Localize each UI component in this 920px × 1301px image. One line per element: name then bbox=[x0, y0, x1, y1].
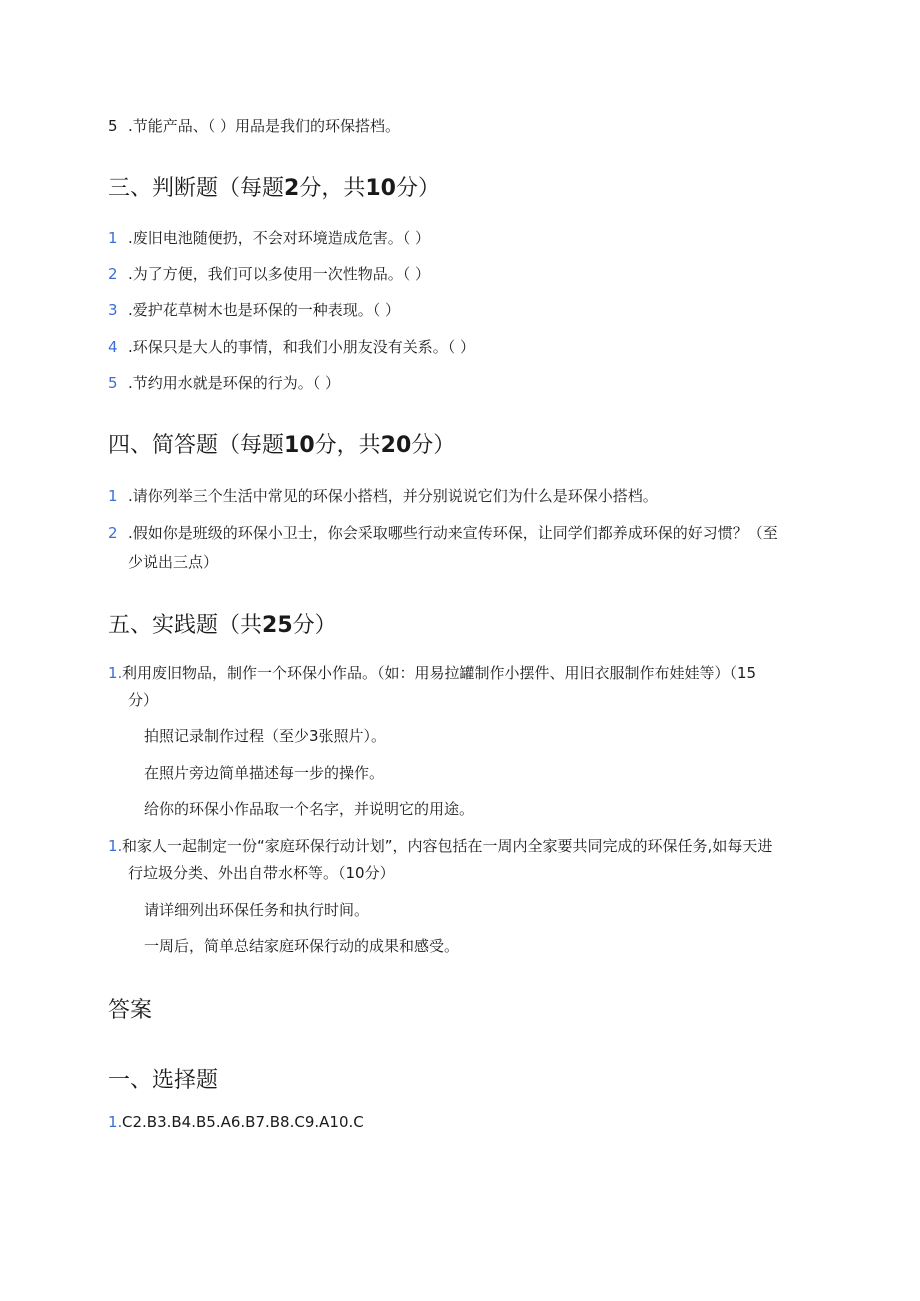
fill-item-5 bbox=[108, 116, 400, 136]
short-answer-item-1 bbox=[108, 486, 658, 506]
item-number: 2 bbox=[108, 524, 118, 542]
item-text: 和家人一起制定一份“家庭环保行动计划”，内容包括在一周内全家要共同完成的环保任务,如每天进 bbox=[122, 837, 773, 855]
item-text: .节约用水就是环保的行为。（ ） bbox=[128, 374, 341, 392]
item-text: .爱护花草树木也是环保的一种表现。（ ） bbox=[128, 301, 401, 319]
task-1-step-1: 拍照记录制作过程（至少3张照片）。 bbox=[144, 727, 387, 745]
answer-text: C2.B3.B4.B5.A6.B7.B8.C9.A10.C bbox=[122, 1113, 364, 1131]
item-number: 2 bbox=[108, 265, 118, 283]
item-text: .节能产品、（ ）用品是我们的环保搭档。 bbox=[128, 117, 401, 135]
judge-item-5 bbox=[108, 373, 340, 393]
section-5-heading: 五、实践题（共25分） bbox=[108, 613, 337, 638]
task-1-step-2: 在照片旁边简单描述每一步的操作。 bbox=[144, 764, 385, 782]
item-text: 利用废旧物品，制作一个环保小作品。（如：用易拉罐制作小摆件、用旧衣服制作布娃娃等）（15 bbox=[122, 664, 757, 682]
task-2-step-1: 请详细列出环保任务和执行时间。 bbox=[144, 901, 370, 919]
practice-task-2 bbox=[108, 836, 772, 856]
item-number: 1 bbox=[108, 487, 118, 505]
item-number: 1. bbox=[108, 837, 123, 855]
task-1-step-3: 给你的环保小作品取一个名字，并说明它的用途。 bbox=[144, 800, 475, 818]
judge-item-4 bbox=[108, 337, 475, 357]
item-number: 3 bbox=[108, 301, 118, 319]
item-text: .环保只是大人的事情，和我们小朋友没有关系。（ ） bbox=[128, 338, 476, 356]
answers-section-1-list bbox=[108, 1112, 364, 1132]
practice-task-1 bbox=[108, 663, 756, 683]
item-number: 1. bbox=[108, 664, 123, 682]
item-number: 1 bbox=[108, 229, 118, 247]
judge-item-3 bbox=[108, 300, 400, 320]
item-text: .废旧电池随便扔，不会对环境造成危害。（ ） bbox=[128, 229, 431, 247]
item-number: 5 bbox=[108, 374, 118, 392]
item-number: 5 bbox=[108, 117, 118, 135]
task-2-step-2: 一周后，简单总结家庭环保行动的成果和感受。 bbox=[144, 937, 460, 955]
item-text: .请你列举三个生活中常见的环保小搭档，并分别说说它们为什么是环保小搭档。 bbox=[128, 487, 658, 505]
section-3-heading: 三、判断题（每题2分，共10分） bbox=[108, 176, 440, 201]
short-answer-item-2 bbox=[108, 523, 778, 543]
judge-item-1 bbox=[108, 228, 430, 248]
judge-item-2 bbox=[108, 264, 430, 284]
item-number: 1. bbox=[108, 1113, 123, 1131]
short-answer-item-2-continued: 少说出三点） bbox=[128, 553, 219, 571]
answers-section-1-heading: 一、选择题 bbox=[108, 1068, 219, 1093]
practice-task-2-continued: 行垃圾分类、外出自带水杯等。（10分） bbox=[128, 864, 395, 882]
item-number: 4 bbox=[108, 338, 118, 356]
practice-task-1-continued: 分） bbox=[128, 691, 159, 709]
section-4-heading: 四、简答题（每题10分，共20分） bbox=[108, 433, 456, 458]
item-text: .假如你是班级的环保小卫士，你会采取哪些行动来宣传环保，让同学们都养成环保的好习惯？（至 bbox=[128, 524, 778, 542]
answers-heading: 答案 bbox=[108, 998, 153, 1023]
item-text: .为了方便，我们可以多使用一次性物品。（ ） bbox=[128, 265, 431, 283]
